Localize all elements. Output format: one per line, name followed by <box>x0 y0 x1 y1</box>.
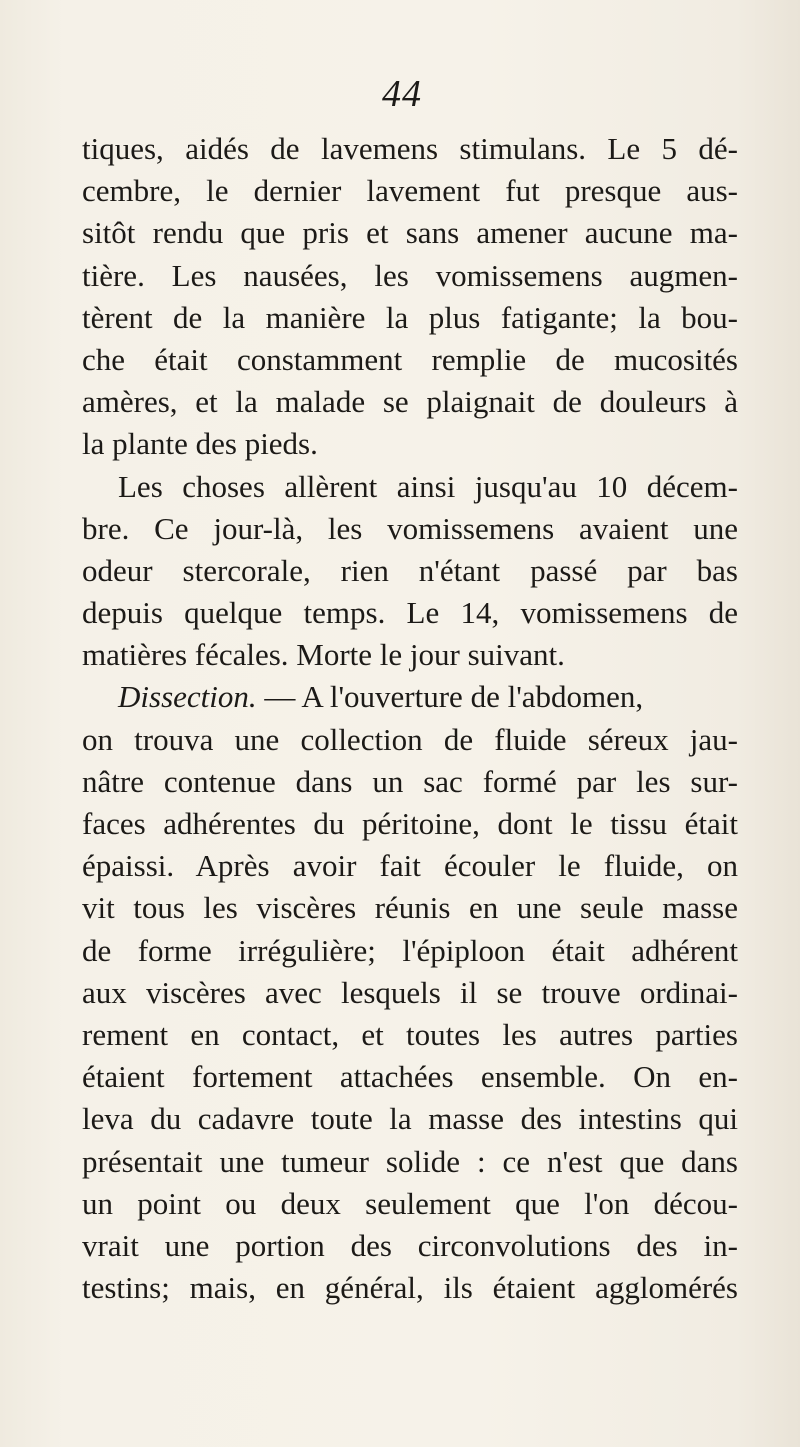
dissection-text: — A l'ouverture de l'abdomen, <box>264 679 644 715</box>
text-line: tèrent de la manière la plus fatigante; la bou- <box>82 299 738 335</box>
text-line: testins; mais, en général, ils étaient agglomérés <box>82 1270 738 1306</box>
text-line: leva du cadavre toute la masse des intestins qui <box>82 1101 738 1137</box>
text-line: odeur stercorale, rien n'étant passé par bas <box>82 552 738 588</box>
text-line: un point ou deux seulement que l'on décou- <box>82 1185 738 1221</box>
text-line: étaient fortement attachées ensemble. On en- <box>82 1059 738 1095</box>
text-line: vrait une portion des circonvolutions des in- <box>82 1227 738 1263</box>
text-line: tière. Les nausées, les vomissemens augmen- <box>82 257 738 293</box>
text-line: cembre, le dernier lavement fut presque aus- <box>82 173 738 209</box>
text-line: Les choses allèrent ainsi jusqu'au 10 décem- <box>118 468 738 504</box>
text-line: amères, et la malade se plaignait de douleurs à <box>82 384 738 420</box>
text-line: matières fécales. Morte le jour suivant. <box>82 637 565 673</box>
text-line: bre. Ce jour-là, les vomissemens avaient une <box>82 510 738 546</box>
text-line: la plante des pieds. <box>82 426 318 462</box>
text-line: faces adhérentes du péritoine, dont le tissu était <box>82 806 738 841</box>
text-line: rement en contact, et toutes les autres parties <box>82 1016 738 1052</box>
text-line: tiques, aidés de lavemens stimulans. Le 5 dé- <box>82 131 738 166</box>
text-line: aux viscères avec lesquels il se trouve ordinai- <box>82 974 738 1010</box>
text-line: che était constamment remplie de mucosités <box>82 341 738 377</box>
text-line: de forme irrégulière; l'épiploon était adhérent <box>82 932 738 968</box>
text-line: depuis quelque temps. Le 14, vomissemens de <box>82 595 738 631</box>
text-line: présentait une tumeur solide : ce n'est que dans <box>82 1143 738 1179</box>
text-line: épaissi. Après avoir fait écouler le fluide, on <box>82 848 738 884</box>
text-line: sitôt rendu que pris et sans amener aucune ma- <box>82 215 738 251</box>
text-line: on trouva une collection de fluide séreux jau- <box>82 721 738 757</box>
text-line: nâtre contenue dans un sac formé par les sur- <box>82 763 738 799</box>
page-number: 44 <box>382 73 422 115</box>
text-line: vit tous les viscères réunis en une seule masse <box>82 890 738 926</box>
dissection-heading: Dissection. <box>118 679 257 715</box>
text-line-dissection <box>82 676 738 718</box>
body-text <box>82 128 738 1309</box>
